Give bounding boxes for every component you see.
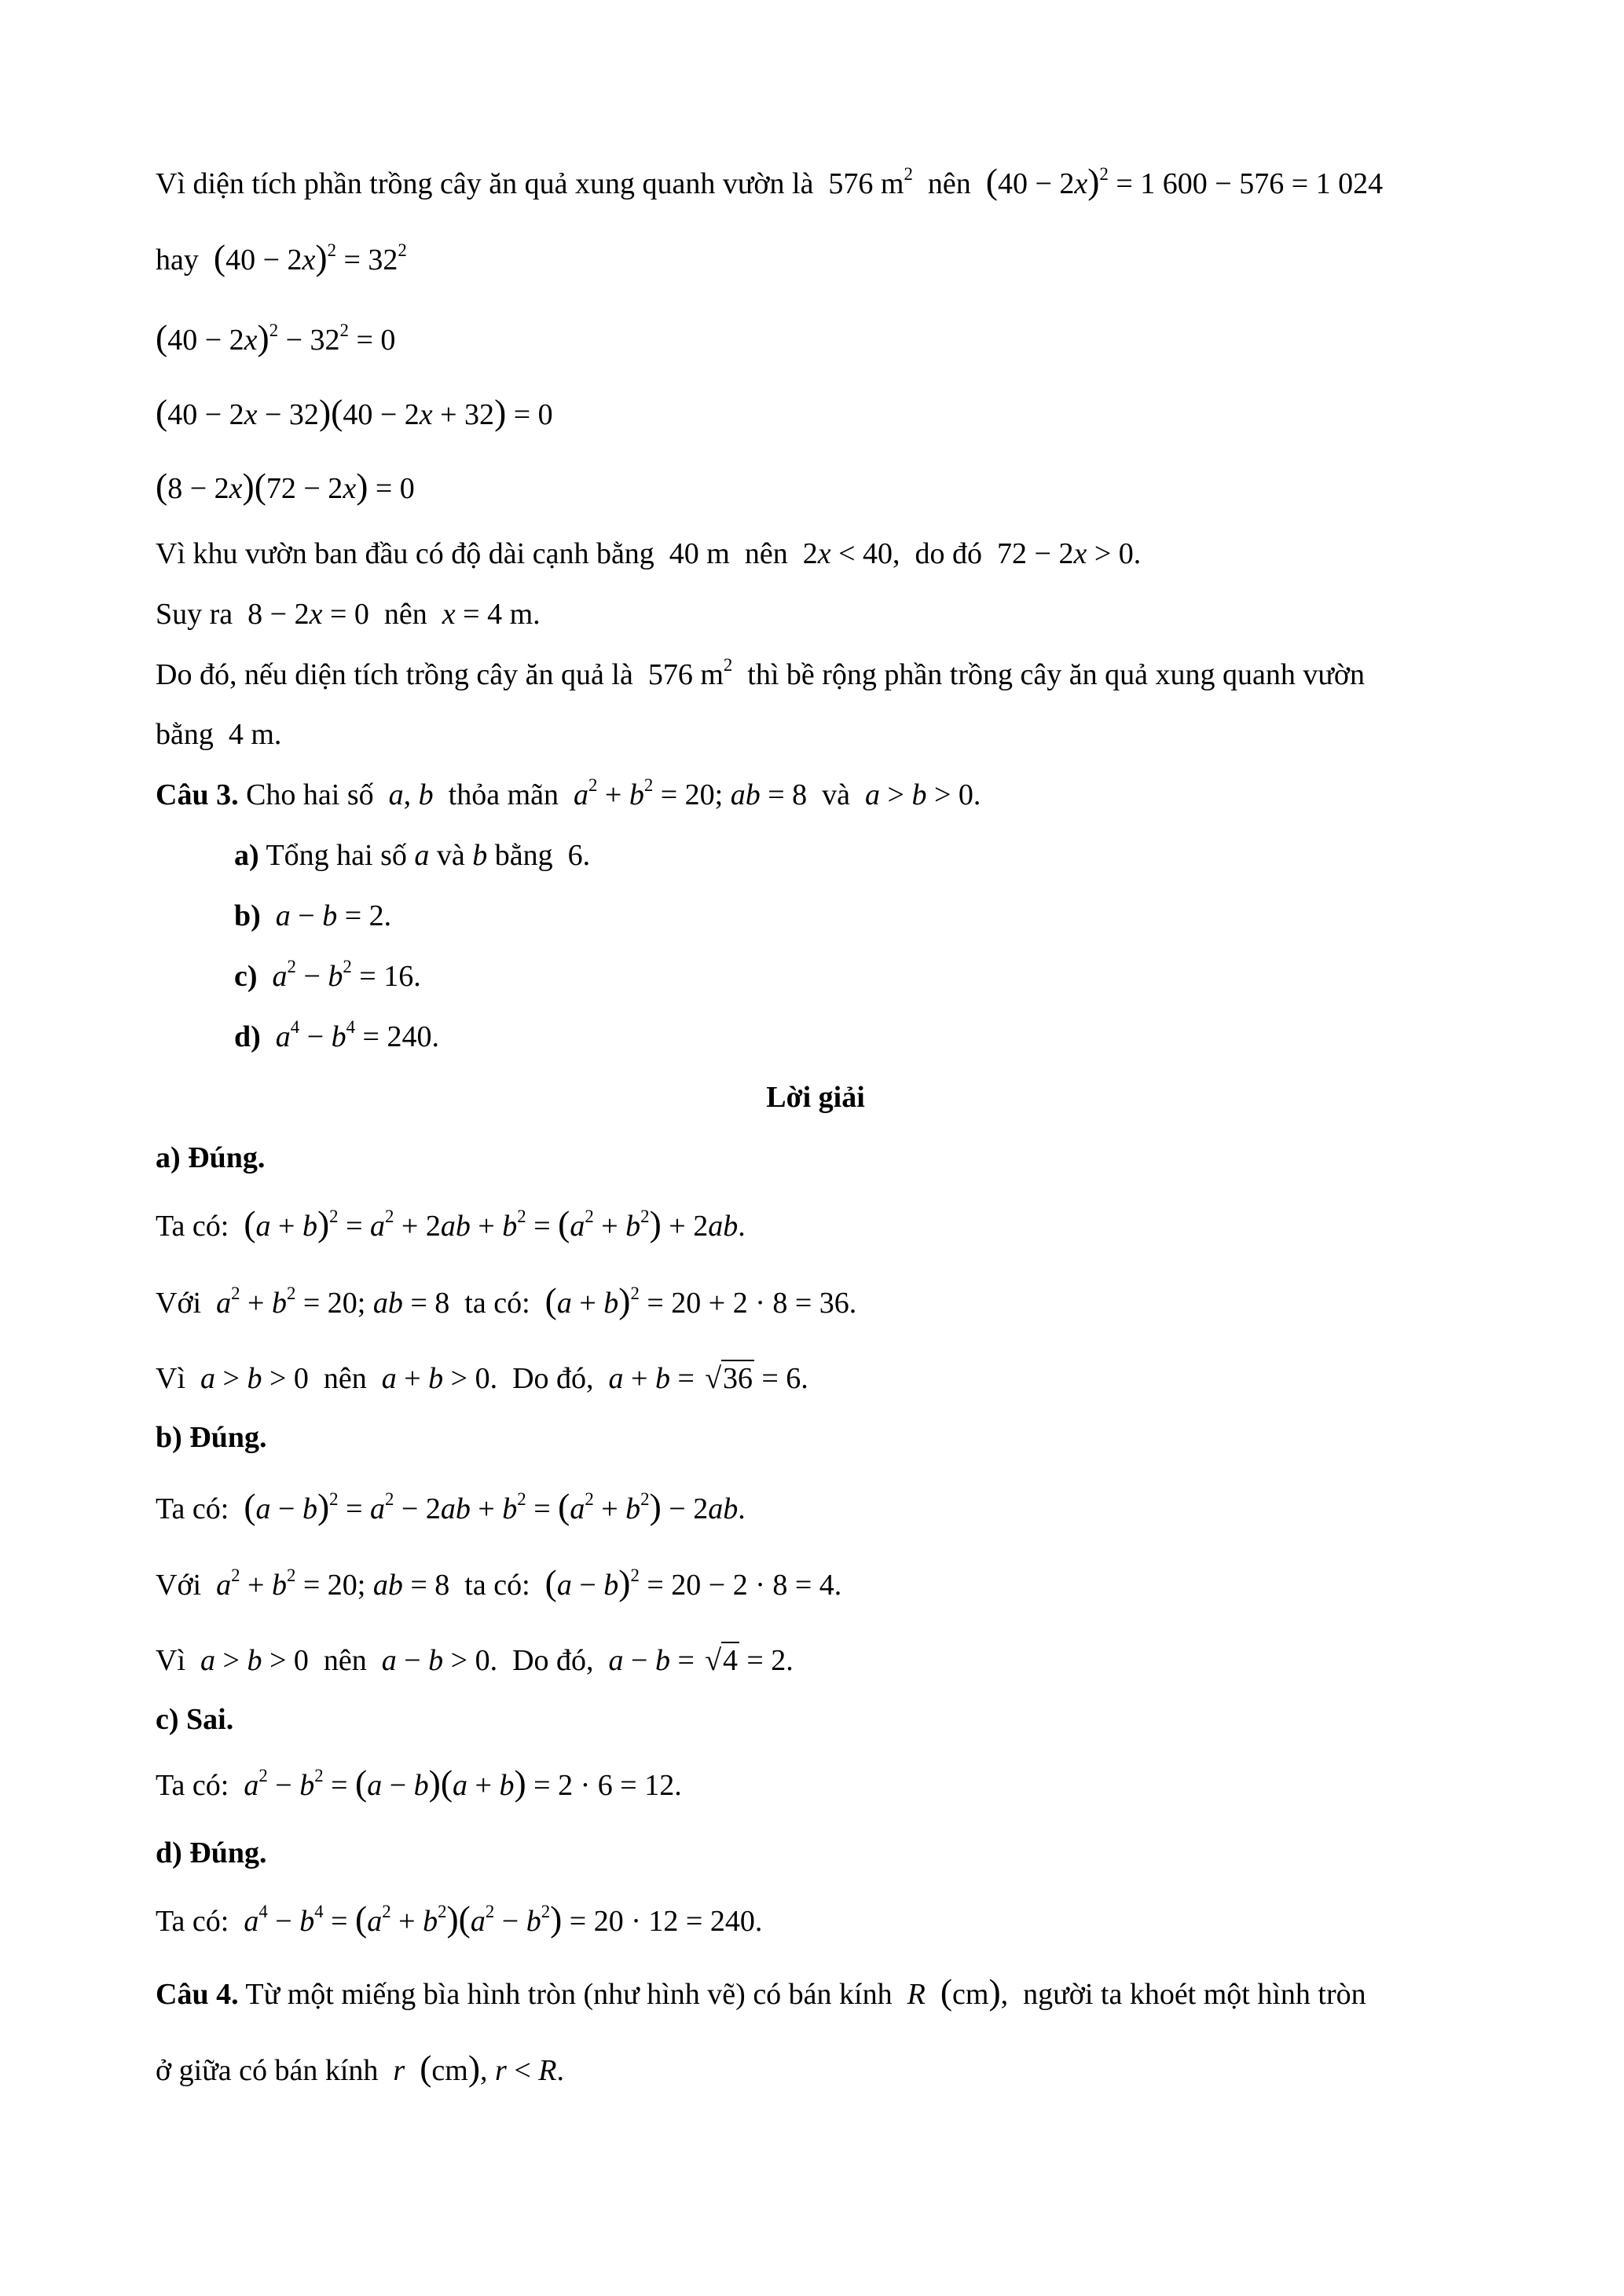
answer-d-verdict: d) Đúng. — [156, 1836, 267, 1869]
answer-b-line-3: Vì a > b > 0 nên a − b > 0. Do đó, a − b = √4 = 2. — [156, 1642, 794, 1679]
option-b: b) a − b = 2. — [234, 899, 392, 932]
line-condition: Vì khu vườn ban đầu có độ dài cạnh bằng 40 m nên 2x < 40, do đó 72 − 2x > 0. — [156, 537, 1142, 570]
line-suy-ra: Suy ra 8 − 2x = 0 nên x = 4 m. — [156, 598, 541, 631]
answer-d-line-1: Ta có: $a^4 - b^4 = (a^2 + b^2)(a^2 - b^2) = 20 \cdot 12 = 240$. — [156, 1899, 763, 1939]
line-eq-diff-squares: $(40 - 2x)^2 - 32^2 = 0$ — [156, 317, 396, 357]
answer-c-verdict: c) Sai. — [156, 1703, 234, 1736]
question-4-line-2: ở giữa có bán kính r (cm), r < R. — [156, 2048, 564, 2088]
line-hay: hay $(40 - 2x)^2 = 32^2$ — [156, 237, 407, 277]
solution-heading: Lời giải — [766, 1081, 865, 1114]
line-eq-simplified: (8 − 2x)(72 − 2x) = 0 — [156, 466, 415, 506]
option-a: a) Tổng hai số a và b bằng 6. — [234, 839, 591, 872]
answer-a-line-3: Vì a > b > 0 nên a + b > 0. Do đó, a + b = √36 = 6. — [156, 1360, 808, 1397]
line-intro-area: Vì diện tích phần trồng cây ăn quả xung quanh vườn là 576 $m^2$ nên $(40 - 2x)^2 = 1$ 600 − 576 = 1 024 — [156, 161, 1384, 201]
answer-a-verdict: a) Đúng. — [156, 1141, 266, 1174]
answer-b-line-2: Với $a^2 + b^2 = 20$; ab = 8 ta có: $(a - b)^2 = 20 - 2 \cdot 8 = 4$. — [156, 1562, 842, 1602]
answer-a-line-1: Ta có: $(a + b)^2 = a^2 + 2ab + b^2 = (a^2 + b^2) + 2ab$. — [156, 1203, 746, 1243]
line-conclusion-2: bằng 4 m. — [156, 718, 282, 751]
line-eq-factor: (40 − 2x − 32)(40 − 2x + 32) = 0 — [156, 392, 553, 432]
answer-b-verdict: b) Đúng. — [156, 1421, 267, 1454]
option-c: c) $a^2 - b^2 = 16$. — [234, 956, 421, 993]
answer-c-line-1: Ta có: $a^2 - b^2 = (a - b)(a + b) = 2 \cdot 6 = 12$. — [156, 1763, 682, 1803]
answer-a-line-2: Với $a^2 + b^2 = 20$; ab = 8 ta có: $(a + b)^2 = 20 + 2 \cdot 8 = 36$. — [156, 1280, 857, 1320]
answer-b-line-1: Ta có: $(a - b)^2 = a^2 - 2ab + b^2 = (a^2 + b^2) - 2ab$. — [156, 1486, 746, 1526]
option-d: d) $a^4 - b^4 = 240$. — [234, 1016, 439, 1053]
question-4-line-1: Câu 4. Từ một miếng bìa hình tròn (như hình vẽ) có bán kính R (cm), người ta khoét một hình tròn — [156, 1972, 1366, 2012]
question-3-stem: Câu 3. Cho hai số a, b thỏa mãn $a^2 + b^2 = 20$; ab = 8 và a > b > 0. — [156, 774, 981, 811]
line-conclusion-1: Do đó, nếu diện tích trồng cây ăn quả là 576 $m^2$ thì bề rộng phần trồng cây ăn quả xung quanh vườn — [156, 654, 1366, 691]
